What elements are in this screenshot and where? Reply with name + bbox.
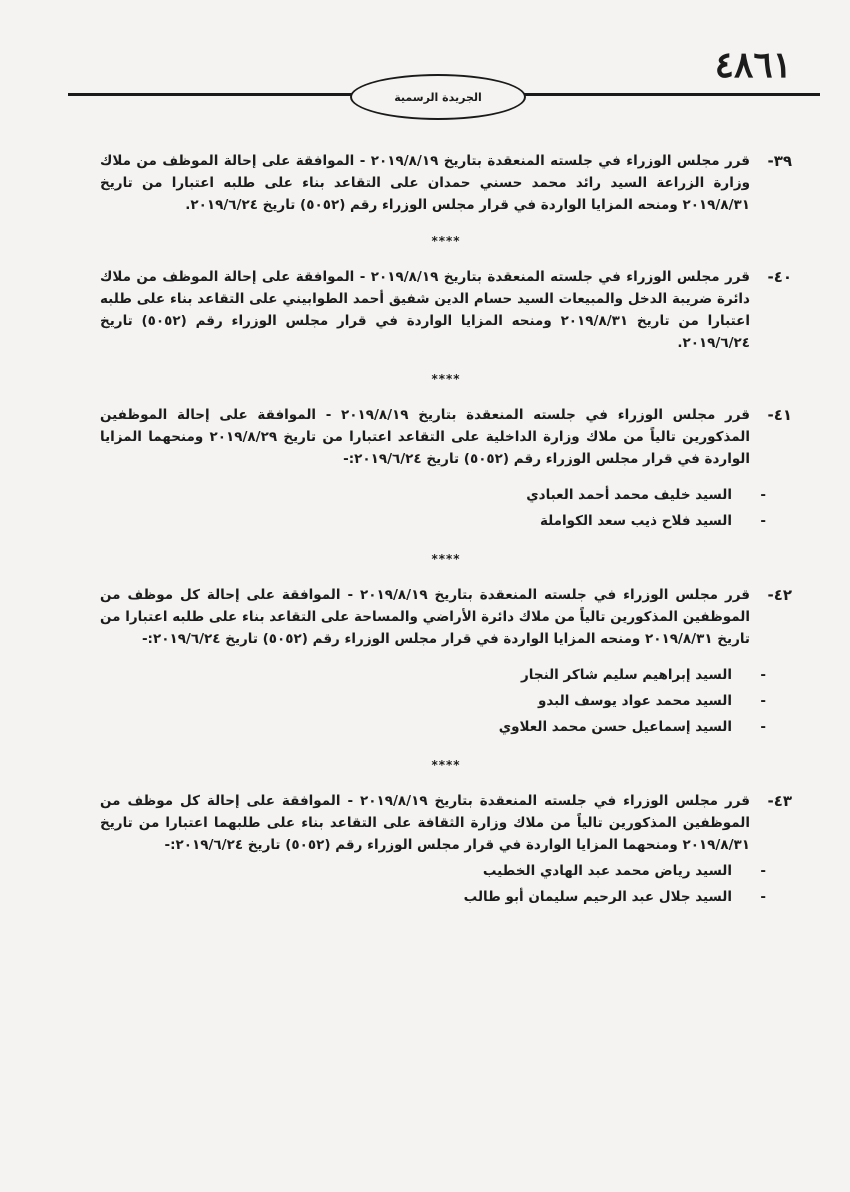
list-item — [100, 858, 792, 884]
decision-text: قرر مجلس الوزراء في جلسته المنعقدة بتاريخ ٢٠١٩/٨/١٩ - الموافقة على إحالة كل موظف من الموظفين المذكورين تالياً من ملاك دائرة الأراضي والمساحة على التقاعد بناء على طلبه اعتبارا من تاريخ ٢٠١٩/٨/٣١ ومنحه المزايا الواردة في قرار مجلس الوزراء رقم (٥٠٥٢) تاريخ ٢٠١٩/٦/٢٤:- — [100, 587, 750, 647]
person-name: السيد رياض محمد عبد الهادي الخطيب — [482, 863, 732, 879]
decision-number: ٤١- — [767, 406, 792, 424]
decision-43 — [100, 790, 792, 856]
decision-40 — [100, 266, 792, 354]
person-name: السيد إبراهيم سليم شاكر النجار — [521, 667, 732, 683]
decision-number: ٣٩- — [767, 152, 792, 170]
list-dash: - — [760, 667, 766, 683]
person-name: السيد محمد عواد يوسف البدو — [537, 693, 732, 709]
list-item — [100, 662, 792, 688]
list-item — [100, 688, 792, 714]
list-dash: - — [760, 863, 766, 879]
document-body — [100, 150, 792, 910]
decision-42 — [100, 584, 792, 650]
decision-number: ٤٠- — [767, 268, 792, 286]
list-dash: - — [760, 719, 766, 735]
list-item — [100, 884, 792, 910]
list-dash: - — [760, 889, 766, 905]
decision-41 — [100, 404, 792, 470]
decision-text: قرر مجلس الوزراء في جلسته المنعقدة بتاريخ ٢٠١٩/٨/١٩ - الموافقة على إحالة الموظف من ملاك وزارة الزراعة السيد رائد محمد حسني حمدان على التقاعد بناء على طلبه اعتبارا من تاريخ ٢٠١٩/٨/٣١ ومنحه المزايا الواردة في قرار مجلس الوزراء رقم (٥٠٥٢) تاريخ ٢٠١٩/٦/٢٤. — [100, 153, 750, 213]
list-item — [100, 714, 792, 740]
person-name: السيد خليف محمد أحمد العبادي — [526, 487, 732, 503]
list-item — [100, 482, 792, 508]
page-number: ٤٨٦١ — [714, 44, 792, 86]
names-list — [100, 662, 792, 740]
decision-text: قرر مجلس الوزراء في جلسته المنعقدة بتاريخ ٢٠١٩/٨/١٩ - الموافقة على إحالة الموظفين المذكورين تالياً من ملاك وزارة الداخلية على التقاعد اعتبارا من تاريخ ٢٠١٩/٨/٢٩ ومنحهما المزايا الواردة في قرار مجلس الوزراء رقم (٥٠٥٢) تاريخ ٢٠١٩/٦/٢٤:- — [100, 407, 750, 467]
decision-number: ٤٢- — [767, 586, 792, 604]
decision-39 — [100, 150, 792, 216]
decision-text: قرر مجلس الوزراء في جلسته المنعقدة بتاريخ ٢٠١٩/٨/١٩ - الموافقة على إحالة كل موظف من الموظفين المذكورين تالياً من ملاك وزارة الثقافة على التقاعد بناء على طلبهما اعتبارا من تاريخ ٢٠١٩/٨/٣١ ومنحهما المزايا الواردة في قرار مجلس الوزراء رقم (٥٠٥٢) تاريخ ٢٠١٩/٦/٢٤:- — [100, 793, 750, 853]
separator: **** — [431, 552, 461, 566]
person-name: السيد إسماعيل حسن محمد العلاوي — [498, 719, 732, 735]
names-list — [100, 858, 792, 910]
list-dash: - — [760, 513, 766, 529]
person-name: السيد جلال عبد الرحيم سليمان أبو طالب — [463, 889, 732, 905]
decision-text: قرر مجلس الوزراء في جلسته المنعقدة بتاريخ ٢٠١٩/٨/١٩ - الموافقة على إحالة الموظف من ملاك دائرة ضريبة الدخل والمبيعات السيد حسام الدين شفيق أحمد الطوابيني على التقاعد بناء على طلبه اعتبارا من تاريخ ٢٠١٩/٨/٣١ ومنحه المزايا الواردة في قرار مجلس الوزراء رقم (٥٠٥٢) تاريخ ٢٠١٩/٦/٢٤. — [100, 269, 750, 351]
header-title: الجريدة الرسمية — [350, 74, 526, 120]
list-dash: - — [760, 693, 766, 709]
separator: **** — [431, 758, 461, 772]
separator: **** — [431, 372, 461, 386]
names-list — [100, 482, 792, 534]
list-item — [100, 508, 792, 534]
list-dash: - — [760, 487, 766, 503]
person-name: السيد فلاح ذيب سعد الكواملة — [539, 513, 732, 529]
decision-number: ٤٣- — [767, 792, 792, 810]
separator: **** — [431, 234, 461, 248]
